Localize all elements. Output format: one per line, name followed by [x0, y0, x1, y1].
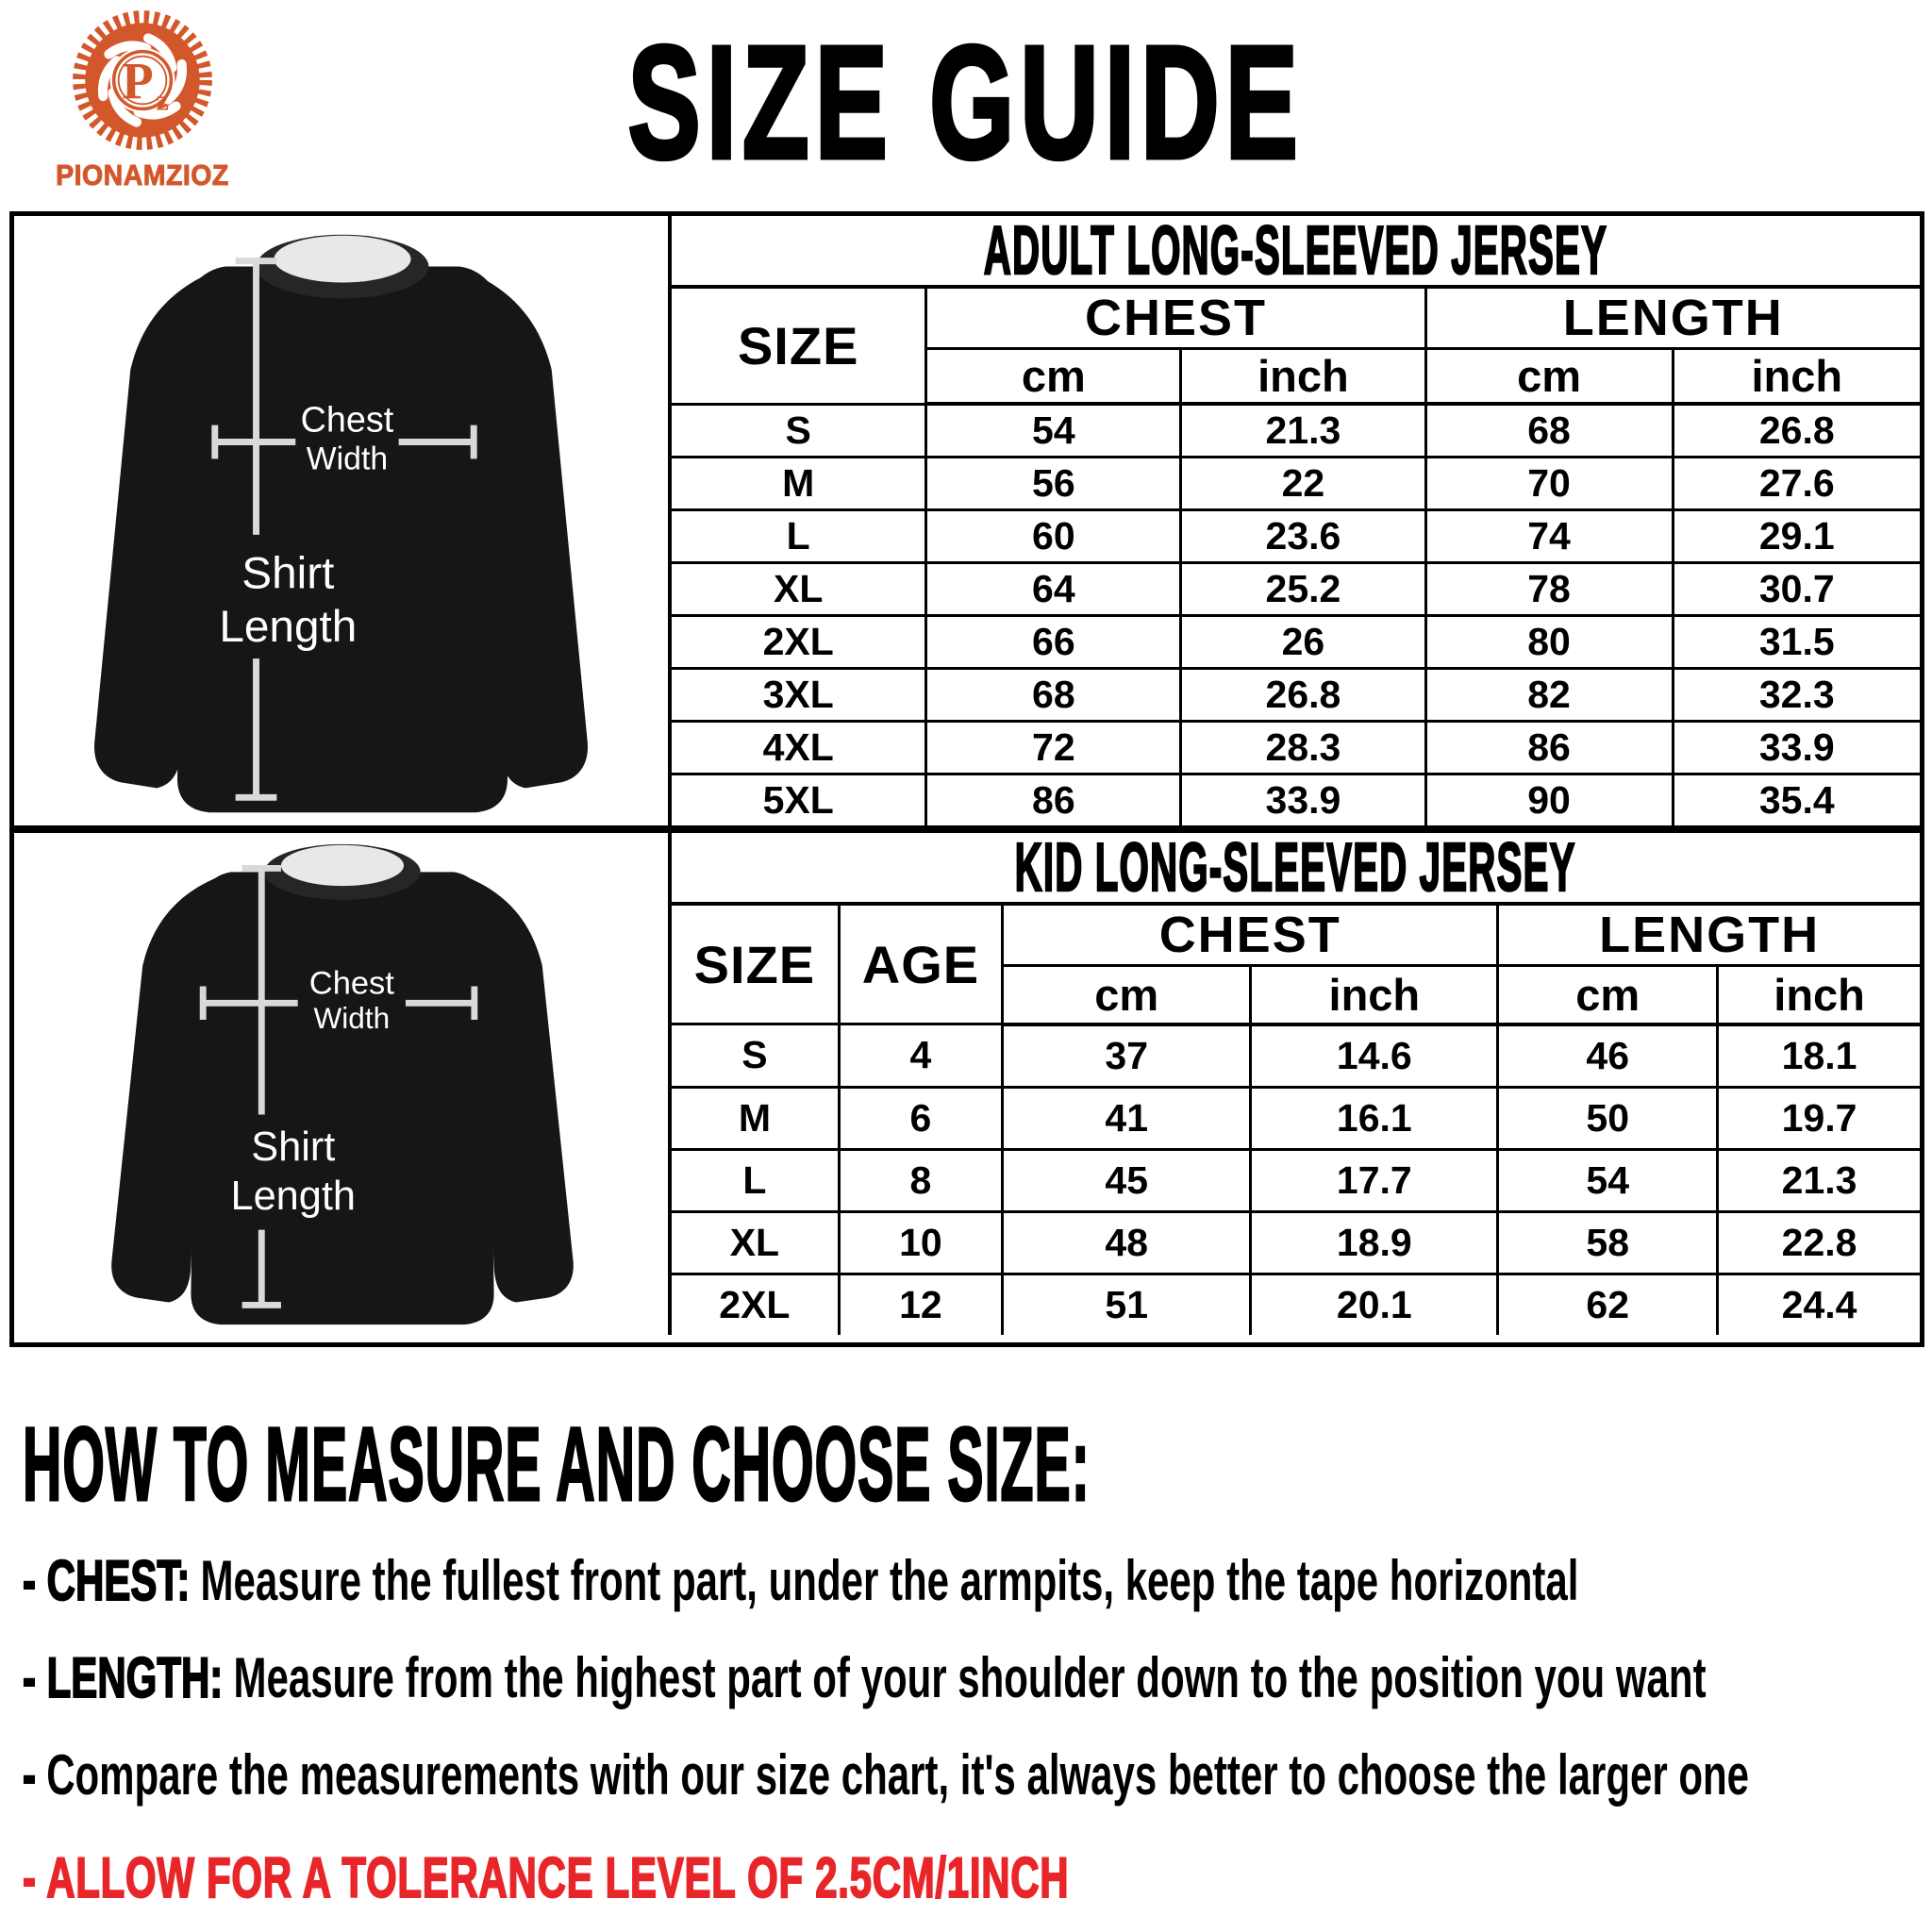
brand-name: PIONAMZIOZ: [56, 158, 229, 192]
col-header-inch: inch: [1251, 966, 1498, 1024]
table-cell: 24.4: [1718, 1274, 1920, 1335]
shirt-length-label: Shirt: [251, 1124, 336, 1170]
instruction-length: - LENGTH: Measure from the highest part of your shoulder down to the position you want: [23, 1646, 1707, 1709]
table-cell: S: [672, 404, 926, 458]
instructions: [23, 1407, 1917, 1910]
table-cell: 78: [1425, 563, 1673, 616]
col-header-chest: CHEST: [1003, 906, 1498, 966]
table-cell: 66: [926, 616, 1181, 669]
table-cell: XL: [672, 563, 926, 616]
table-cell: M: [672, 458, 926, 510]
table-cell: L: [672, 1149, 839, 1211]
table-cell: 23.6: [1181, 510, 1425, 563]
kid-shirt-figure: [14, 833, 672, 1335]
table-row: [672, 774, 1920, 825]
table-cell: 60: [926, 510, 1181, 563]
adult-section: [14, 216, 1920, 825]
col-header-inch: inch: [1181, 349, 1425, 405]
table-cell: 14.6: [1251, 1024, 1498, 1088]
table-cell: 41: [1003, 1087, 1251, 1149]
table-cell: 56: [926, 458, 1181, 510]
table-cell: 6: [839, 1087, 1002, 1149]
table-cell: XL: [672, 1212, 839, 1274]
table-cell: 2XL: [672, 616, 926, 669]
col-header-length: LENGTH: [1425, 289, 1920, 349]
table-row: [672, 616, 1920, 669]
col-header-cm: cm: [926, 349, 1181, 405]
table-cell: 2XL: [672, 1274, 839, 1335]
table-cell: 20.1: [1251, 1274, 1498, 1335]
col-header-size: SIZE: [672, 289, 926, 404]
instructions-heading: HOW TO MEASURE AND CHOOSE SIZE:: [23, 1407, 1091, 1523]
adult-shirt-figure: [14, 216, 672, 825]
table-cell: 17.7: [1251, 1149, 1498, 1211]
table-cell: 82: [1425, 669, 1673, 722]
table-cell: 26.8: [1673, 404, 1920, 458]
table-cell: 21.3: [1718, 1149, 1920, 1211]
table-cell: 37: [1003, 1024, 1251, 1088]
col-header-cm: cm: [1425, 349, 1673, 405]
logo-monogram-z: z: [156, 84, 170, 117]
table-cell: 62: [1498, 1274, 1718, 1335]
instruction-chest: - CHEST: Measure the fullest front part, under the armpits, keep the tape horizontal: [23, 1549, 1579, 1612]
table-cell: S: [672, 1024, 839, 1088]
table-cell: 46: [1498, 1024, 1718, 1088]
chest-width-label: Width: [306, 441, 389, 477]
table-cell: 29.1: [1673, 510, 1920, 563]
shirt-length-label: Length: [230, 1174, 357, 1219]
table-cell: L: [672, 510, 926, 563]
table-row: [672, 1149, 1920, 1211]
table-cell: 33.9: [1181, 774, 1425, 825]
table-cell: 45: [1003, 1149, 1251, 1211]
col-header-cm: cm: [1498, 966, 1718, 1024]
table-cell: 27.6: [1673, 458, 1920, 510]
kid-size-table: [672, 906, 1920, 1335]
table-cell: 33.9: [1673, 722, 1920, 774]
kid-table-title: KID LONG-SLEEVED JERSEY: [672, 833, 1920, 906]
table-cell: 58: [1498, 1212, 1718, 1274]
table-cell: 86: [926, 774, 1181, 825]
table-cell: 5XL: [672, 774, 926, 825]
col-header-inch: inch: [1673, 349, 1920, 405]
table-cell: 12: [839, 1274, 1002, 1335]
table-cell: 18.1: [1718, 1024, 1920, 1088]
table-cell: 86: [1425, 722, 1673, 774]
adult-table-title: ADULT LONG-SLEEVED JERSEY: [672, 216, 1920, 289]
col-header-age: AGE: [839, 906, 1002, 1024]
shirt-length-label: Length: [219, 602, 358, 653]
chest-width-label: Chest: [308, 965, 394, 1002]
table-cell: 51: [1003, 1274, 1251, 1335]
table-row: [672, 510, 1920, 563]
table-row: [672, 1024, 1920, 1088]
kid-shirt-image: [14, 833, 668, 1335]
table-cell: 50: [1498, 1087, 1718, 1149]
table-cell: 22: [1181, 458, 1425, 510]
table-cell: 90: [1425, 774, 1673, 825]
table-cell: 10: [839, 1212, 1002, 1274]
table-cell: 70: [1425, 458, 1673, 510]
table-cell: 31.5: [1673, 616, 1920, 669]
table-cell: 26.8: [1181, 669, 1425, 722]
kid-section: [14, 825, 1920, 1335]
table-cell: 48: [1003, 1212, 1251, 1274]
chest-width-label: Chest: [300, 400, 394, 441]
table-cell: 68: [1425, 404, 1673, 458]
instruction-tolerance: - ALLOW FOR A TOLERANCE LEVEL OF 2.5CM/1INCH: [23, 1846, 1070, 1909]
page-title: SIZE GUIDE: [627, 13, 1305, 192]
size-chart-box: [9, 211, 1924, 1347]
table-cell: 68: [926, 669, 1181, 722]
table-cell: 64: [926, 563, 1181, 616]
table-row: [672, 669, 1920, 722]
table-cell: 21.3: [1181, 404, 1425, 458]
table-cell: 4XL: [672, 722, 926, 774]
table-row: [672, 1274, 1920, 1335]
table-cell: 8: [839, 1149, 1002, 1211]
chest-width-label: Width: [313, 1000, 391, 1035]
table-cell: 3XL: [672, 669, 926, 722]
table-cell: 26: [1181, 616, 1425, 669]
table-row: [672, 404, 1920, 458]
table-cell: 22.8: [1718, 1212, 1920, 1274]
adult-size-table: [672, 289, 1920, 825]
col-header-cm: cm: [1003, 966, 1251, 1024]
logo-monogram-p: P: [122, 52, 154, 110]
table-cell: 30.7: [1673, 563, 1920, 616]
table-cell: 35.4: [1673, 774, 1920, 825]
table-cell: 4: [839, 1024, 1002, 1088]
col-header-size: SIZE: [672, 906, 839, 1024]
col-header-inch: inch: [1718, 966, 1920, 1024]
table-cell: 72: [926, 722, 1181, 774]
table-row: [672, 458, 1920, 510]
table-row: [672, 1087, 1920, 1149]
table-cell: 28.3: [1181, 722, 1425, 774]
col-header-length: LENGTH: [1498, 906, 1920, 966]
table-cell: 25.2: [1181, 563, 1425, 616]
shirt-length-label: Shirt: [242, 548, 335, 599]
table-cell: 18.9: [1251, 1212, 1498, 1274]
table-cell: 54: [926, 404, 1181, 458]
table-row: [672, 1212, 1920, 1274]
table-row: [672, 722, 1920, 774]
table-cell: 16.1: [1251, 1087, 1498, 1149]
instruction-compare: - Compare the measurements with our size chart, it's always better to choose the larger one: [23, 1743, 1750, 1807]
table-row: [672, 563, 1920, 616]
table-cell: 74: [1425, 510, 1673, 563]
col-header-chest: CHEST: [926, 289, 1425, 349]
table-cell: 80: [1425, 616, 1673, 669]
table-cell: M: [672, 1087, 839, 1149]
table-cell: 32.3: [1673, 669, 1920, 722]
table-cell: 54: [1498, 1149, 1718, 1211]
table-cell: 19.7: [1718, 1087, 1920, 1149]
adult-shirt-image: [14, 216, 668, 825]
